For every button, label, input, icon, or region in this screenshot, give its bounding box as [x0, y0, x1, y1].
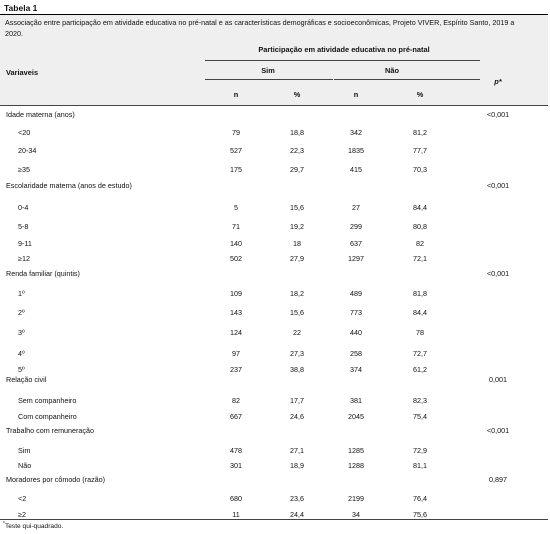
sim-pct-cell: 15,6 — [290, 308, 304, 317]
nao-n-cell: 27 — [352, 203, 360, 212]
sim-pct-cell: 22 — [293, 328, 301, 337]
nao-n-cell: 1285 — [348, 446, 364, 455]
nao-n-cell: 34 — [352, 510, 360, 519]
p-value: <0,001 — [486, 181, 510, 190]
footnote-text: Teste qui-quadrado. — [4, 523, 64, 531]
nao-n-cell: 489 — [350, 289, 362, 298]
sim-n-cell: 109 — [230, 289, 242, 298]
nao-n-cell: 1288 — [348, 461, 364, 470]
sim-n-cell: 502 — [230, 254, 242, 263]
row-label: 2º — [18, 308, 25, 317]
header-sim-n: n — [233, 90, 239, 99]
header-sim-pct: % — [293, 90, 301, 99]
nao-n-cell: 342 — [350, 128, 362, 137]
sim-n-cell: 71 — [232, 222, 240, 231]
nao-pct-cell: 81,2 — [413, 128, 427, 137]
nao-pct-cell: 82 — [416, 239, 424, 248]
sim-pct-cell: 29,7 — [290, 165, 304, 174]
nao-n-cell: 374 — [350, 365, 362, 374]
sim-pct-cell: 19,2 — [290, 222, 304, 231]
row-label: 5-8 — [18, 222, 29, 231]
row-label: 20-34 — [18, 146, 37, 155]
nao-pct-cell: 75,4 — [413, 412, 427, 421]
row-label: <20 — [18, 128, 31, 137]
row-label: <2 — [18, 494, 27, 503]
nao-n-cell: 2199 — [348, 494, 364, 503]
sim-pct-cell: 17,7 — [290, 396, 304, 405]
row-label: Não — [18, 461, 32, 470]
p-value: <0,001 — [486, 110, 510, 119]
footnote — [3, 521, 63, 530]
header-p: p* — [494, 77, 502, 86]
sim-n-cell: 175 — [230, 165, 242, 174]
sim-n-cell: 79 — [232, 128, 240, 137]
header-sim: Sim — [261, 66, 275, 75]
row-label: Sem companheiro — [18, 396, 77, 405]
sim-n-cell: 237 — [230, 365, 242, 374]
sim-n-cell: 667 — [230, 412, 242, 421]
row-label: 1º — [18, 289, 25, 298]
header-bottom-rule — [0, 105, 548, 106]
sim-pct-cell: 24,6 — [290, 412, 304, 421]
row-label: Com companheiro — [18, 412, 77, 421]
group-label: Renda familiar (quintis) — [6, 269, 80, 278]
nao-n-cell: 258 — [350, 349, 362, 358]
header-group-title: Participação em atividade educativa no pré-natal — [258, 45, 430, 54]
sim-pct-cell: 15,6 — [290, 203, 304, 212]
nao-pct-cell: 72,7 — [413, 349, 427, 358]
sim-n-cell: 97 — [232, 349, 240, 358]
header-nao-n: n — [353, 90, 359, 99]
nao-pct-cell: 78 — [416, 328, 424, 337]
nao-pct-cell: 72,9 — [413, 446, 427, 455]
sim-n-cell: 143 — [230, 308, 242, 317]
sim-n-cell: 124 — [230, 328, 242, 337]
sim-n-cell: 11 — [232, 510, 240, 519]
header-rule-group — [205, 60, 480, 61]
group-label: Relação civil — [6, 375, 47, 384]
caption-box — [0, 14, 548, 43]
p-value: <0,001 — [486, 426, 510, 435]
nao-n-cell: 773 — [350, 308, 362, 317]
sim-n-cell: 140 — [230, 239, 242, 248]
row-label: Sim — [18, 446, 31, 455]
nao-n-cell: 440 — [350, 328, 362, 337]
header-nao-pct: % — [416, 90, 424, 99]
nao-n-cell: 2045 — [348, 412, 364, 421]
sim-pct-cell: 27,3 — [290, 349, 304, 358]
row-label: 4º — [18, 349, 25, 358]
nao-pct-cell: 80,8 — [413, 222, 427, 231]
nao-pct-cell: 81,1 — [413, 461, 427, 470]
row-label: 5º — [18, 365, 25, 374]
nao-n-cell: 381 — [350, 396, 362, 405]
group-label: Trabalho com remuneração — [6, 426, 95, 435]
row-label: 3º — [18, 328, 25, 337]
nao-pct-cell: 77,7 — [413, 146, 427, 155]
nao-n-cell: 415 — [350, 165, 362, 174]
nao-n-cell: 299 — [350, 222, 362, 231]
sim-n-cell: 5 — [234, 203, 238, 212]
row-label: ≥2 — [18, 510, 26, 519]
p-value: 0,897 — [489, 475, 507, 484]
sim-n-cell: 478 — [230, 446, 242, 455]
sim-pct-cell: 27,9 — [290, 254, 304, 263]
sim-n-cell: 82 — [232, 396, 240, 405]
table-caption: Associação entre participação em atividade educativa no pré-natal e as características demográficas e socioeconômicas, Projeto VIVER, Espírito Santo, 2019 a 2020. — [5, 18, 515, 38]
table-bottom-rule — [0, 519, 548, 520]
p-value: 0,001 — [489, 375, 507, 384]
sim-pct-cell: 18,2 — [290, 289, 304, 298]
group-label: Escolaridade materna (anos de estudo) — [6, 181, 132, 190]
footnote-mark: * — [3, 521, 5, 527]
nao-pct-cell: 82,3 — [413, 396, 427, 405]
row-label: ≥35 — [18, 165, 30, 174]
header-rule-nao — [334, 79, 480, 80]
nao-pct-cell: 72,1 — [413, 254, 427, 263]
sim-n-cell: 680 — [230, 494, 242, 503]
nao-pct-cell: 61,2 — [413, 365, 427, 374]
row-label: 9-11 — [18, 239, 32, 248]
nao-n-cell: 1297 — [348, 254, 364, 263]
header-nao: Não — [385, 66, 399, 75]
row-label: ≥12 — [18, 254, 30, 263]
sim-pct-cell: 38,8 — [290, 365, 304, 374]
sim-pct-cell: 27,1 — [290, 446, 304, 455]
nao-pct-cell: 75,6 — [413, 510, 427, 519]
sim-pct-cell: 18 — [293, 239, 301, 248]
sim-pct-cell: 23,6 — [290, 494, 304, 503]
nao-pct-cell: 81,8 — [413, 289, 427, 298]
nao-pct-cell: 76,4 — [413, 494, 427, 503]
sim-n-cell: 527 — [230, 146, 242, 155]
nao-pct-cell: 84,4 — [413, 308, 427, 317]
nao-n-cell: 637 — [350, 239, 362, 248]
nao-pct-cell: 84,4 — [413, 203, 427, 212]
sim-pct-cell: 24,4 — [290, 510, 304, 519]
nao-pct-cell: 70,3 — [413, 165, 427, 174]
sim-n-cell: 301 — [230, 461, 242, 470]
group-label: Idade materna (anos) — [6, 110, 75, 119]
group-label: Moradores por cômodo (razão) — [6, 475, 106, 484]
sim-pct-cell: 18,9 — [290, 461, 304, 470]
nao-n-cell: 1835 — [348, 146, 364, 155]
sim-pct-cell: 18,8 — [290, 128, 304, 137]
header-rule-sim — [205, 79, 333, 80]
row-label: 0-4 — [18, 203, 29, 212]
table-label: Tabela 1 — [4, 3, 38, 13]
sim-pct-cell: 22,3 — [290, 146, 304, 155]
p-value: <0,001 — [486, 269, 510, 278]
header-variables: Variaveis — [6, 68, 39, 77]
